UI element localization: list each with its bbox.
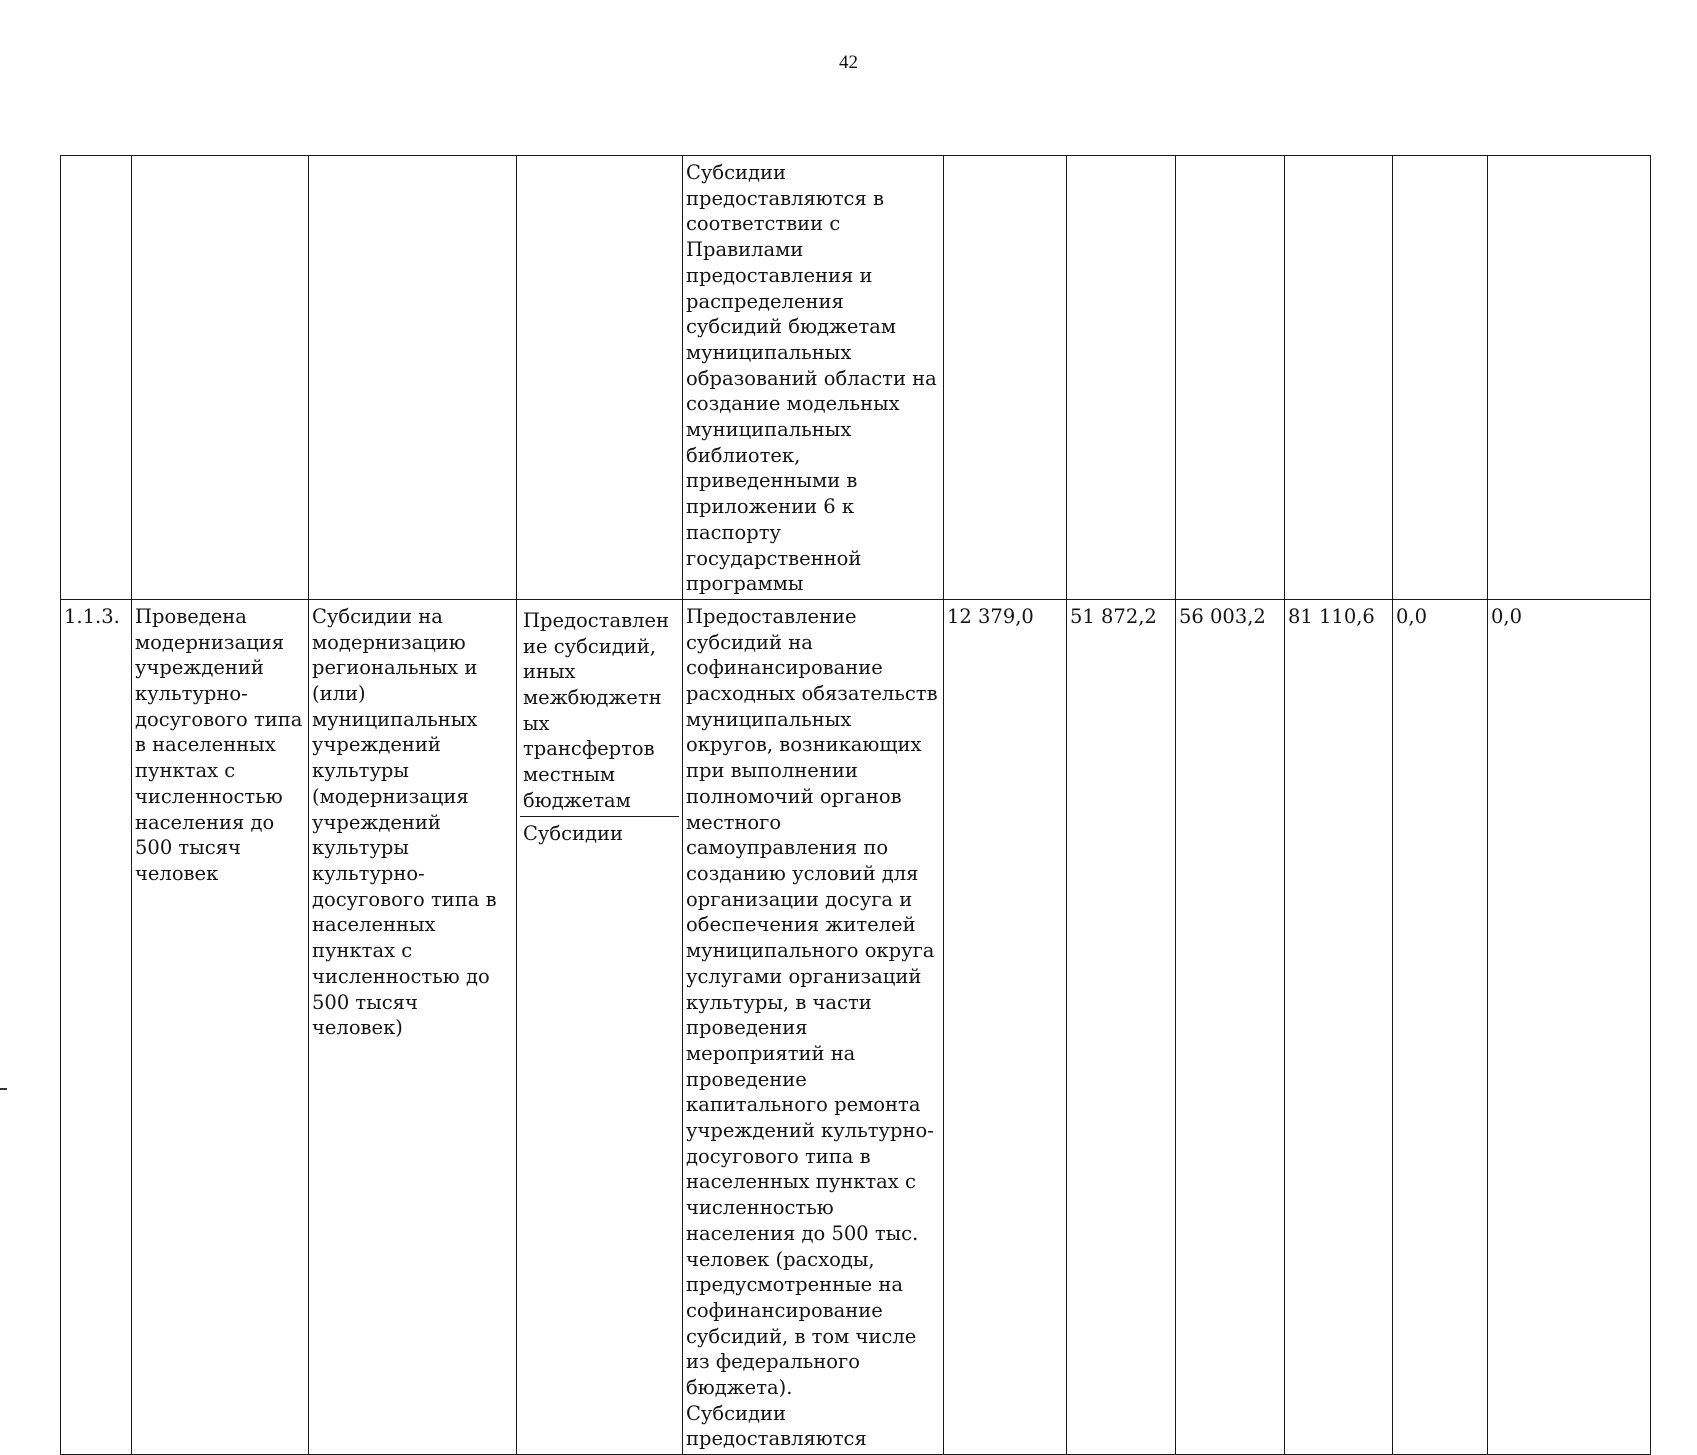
cell-type-interbudget: Предоставление субсидий, иных межбюджетных трансфертов местным бюджетам bbox=[520, 604, 679, 817]
cell-value-3 bbox=[1176, 156, 1285, 600]
cell-value-4: 81 110,6 bbox=[1285, 599, 1393, 1454]
table-row-1-1-3 bbox=[61, 599, 1651, 1454]
cell-result bbox=[132, 156, 309, 600]
cell-type bbox=[517, 599, 683, 1454]
cell-value-5: 0,0 bbox=[1393, 599, 1488, 1454]
cell-number bbox=[61, 156, 132, 600]
description-main: Предоставление субсидий на софинансирование расходных обязательств муниципальных округов, возникающих при выполнении полномочий органов местного самоуправления по созданию условий для организации досуга и обеспечения жителей муниципального округа услугами организаций культуры, в части проведения мероприятий на проведение капитального ремонта учреждений культурно-досугового типа в населенных пунктах с численностью населения до 500 тыс. человек (расходы, предусмотренные на софинансирование субсидий, в том числе из федерального бюджета). bbox=[686, 604, 938, 1400]
cell-value-3: 56 003,2 bbox=[1176, 599, 1285, 1454]
table-row-continuation bbox=[61, 156, 1651, 600]
program-table bbox=[60, 155, 1651, 1455]
cell-type-subsidy: Субсидии bbox=[523, 821, 624, 845]
cell-measure: Субсидии на модернизацию региональных и (или) муниципальных учреждений культуры (модернизация учреждений культуры культурно-досугового типа в населенных пунктах с численностью до 500 тысяч человек) bbox=[309, 599, 517, 1454]
cell-value-2 bbox=[1067, 156, 1176, 600]
cell-value-1: 12 379,0 bbox=[944, 599, 1067, 1454]
cell-result: Проведена модернизация учреждений культурно-досугового типа в населенных пунктах с численностью населения до 500 тысяч человек bbox=[132, 599, 309, 1454]
cell-value-5 bbox=[1393, 156, 1488, 600]
cell-description: Субсидии предоставляются в соответствии с Правилами предоставления и распределения субсидий бюджетам муниципальных образований области на создание модельных муниципальных библиотек, приведенными в приложении 6 к паспорту государственной программы bbox=[683, 156, 944, 600]
cell-value-4 bbox=[1285, 156, 1393, 600]
scan-edge-mark bbox=[0, 1088, 7, 1090]
cell-value-1 bbox=[944, 156, 1067, 600]
description-tail: Субсидии предоставляются bbox=[686, 1401, 867, 1451]
cell-type bbox=[517, 156, 683, 600]
cell-measure bbox=[309, 156, 517, 600]
cell-description bbox=[683, 599, 944, 1454]
page-number: 42 bbox=[839, 52, 858, 73]
cell-value-6: 0,0 bbox=[1488, 599, 1651, 1454]
cell-value-6 bbox=[1488, 156, 1651, 600]
cell-value-2: 51 872,2 bbox=[1067, 599, 1176, 1454]
cell-number: 1.1.3. bbox=[61, 599, 132, 1454]
